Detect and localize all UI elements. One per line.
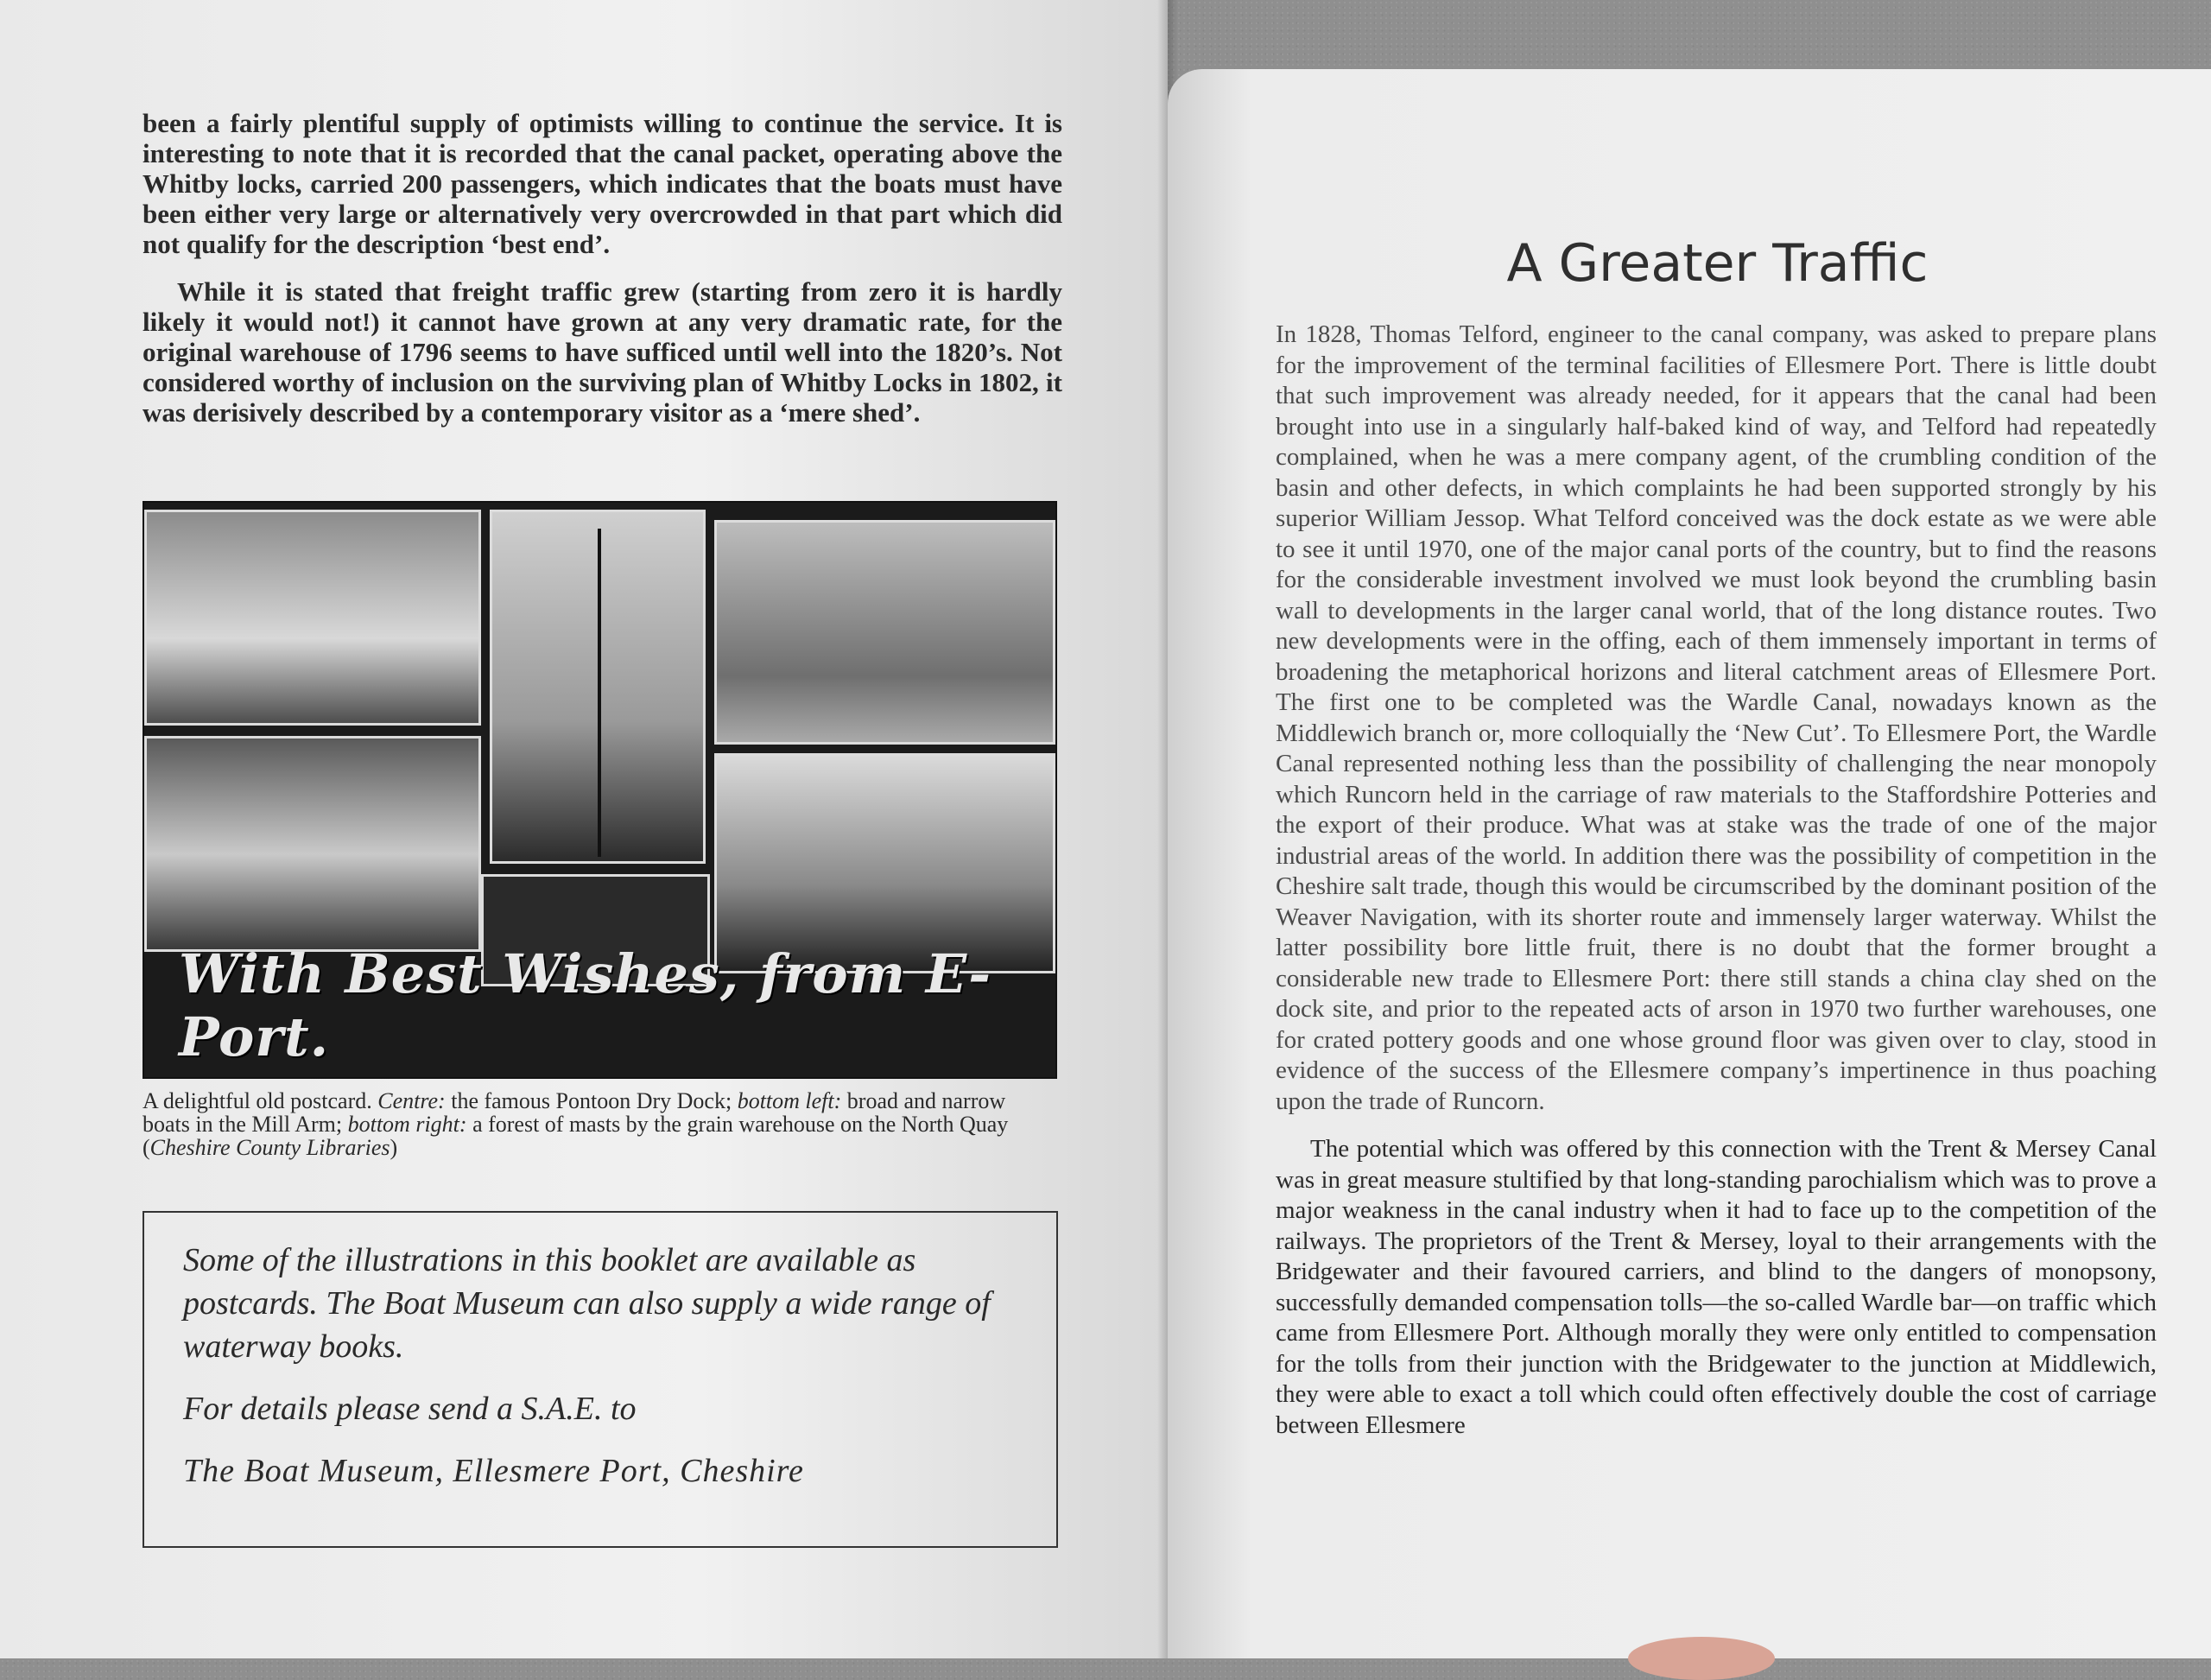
caption-bottom-right-text: a forest of masts by the grain warehouse on the North Quay ( (143, 1112, 1009, 1160)
right-paragraph-1: In 1828, Thomas Telford, engineer to the canal company, was asked to prepare plans for the improvement of the terminal facilities of Ellesmere Port. There is little doubt that such improvement was already needed, for it appears that the canal had been brought into use in a singularly half-baked kind of way, and Telford had repeatedly complained, when he was a mere company agent, of the crumbling condition of the basin and other defects, in which complaints he had been supported strongly by his superior William Jessop. What Telford conceived was the dock estate as we were able to see it until 1970, one of the major canal ports of the country, but to find the reasons for the considerable investment involved we must look beyond the crumbling basin wall to developments in the larger canal world, that of the long distance routes. Two new developments were in the offing, each of them immensely important in terms of broadening the metaphorical horizons and literal catchment areas of Ellesmere Port. The first one to be completed was the Wardle Canal, nowadays known as the Middlewich branch or, more colloquially the ‘New Cut’. To Ellesmere Port, the Wardle Canal represented nothing less than the possibility of challenging the near monopoly which Runcorn held in the carriage of raw materials to the Staffordshire Potteries and the export of their produce. What was at stake was the trade of one of the major industrial areas of the world. In addition there was the possibility of competition in the Cheshire salt trade, though this would be circumscribed by the dominant position of the Weaver Navigation, with its shorter route and immensely larger waterway. Whilst the latter possibility bore little fruit, there is no doubt that the former brought a considerable new trade to Ellesmere Port: there still stands a china clay shed on the dock site, and prior to the repeated acts of arson in 1970 two further warehouses, one for crated pottery goods and one whose ground floor was given over to clay, stood in evidence of the success of the Ellesmere company’s impertinence in thus poaching upon the trade of Runcorn. (1276, 320, 2157, 1115)
caption-intro: A delightful old postcard. (143, 1088, 378, 1113)
postcard-panel-bottom-right (714, 753, 1055, 973)
postcard-photo (143, 501, 1057, 1079)
ship-mast (598, 529, 601, 857)
finger-tip (1628, 1637, 1775, 1680)
postcard-panel-top-left (144, 510, 481, 726)
caption-close: ) (390, 1135, 398, 1160)
left-paragraph-1: been a fairly plentiful supply of optimists willing to continue the service. It is interesting to note that it is recorded that the canal packet, operating above the Whitby locks, carried 200 passengers, which indicates that the boats must have been either very large or alternatively very overcrowded in that part which did not qualify for the description ‘best end’. (143, 108, 1062, 259)
right-paragraph-2: The potential which was offered by this connection with the Trent & Mersey Canal was in great measure stultified by that long-standing parochialism which was to prove a major weakness in the canal industry when it had to face up to the competition of the railways. The proprietors of the Trent & Mersey, loyal to their arrangements with the Bridgewater and their favoured carriers, and blind to the dangers of monopsony, successfully demanded compensation tolls—the so-called Wardle bar—on traffic which came from Ellesmere Port. Although morally they were only entitled to compensation for the tolls from their junction with the Bridgewater to the junction at Middlewich, they were able to exact a toll which could often effectively double the cost of carriage between Ellesmere (1276, 1135, 2157, 1439)
left-paragraph-2: While it is stated that freight traffic grew (starting from zero it is hardly likely it would not!) it cannot have grown at any very dramatic rate, for the original warehouse of 1796 seems to have sufficed until well into the 1820’s. Not considered worthy of inclusion on the surviving plan of Whitby Locks in 1802, it was derisively described by a contemporary visitor as a ‘mere shed’. (143, 276, 1062, 428)
caption-credit: Cheshire County Libraries (149, 1135, 390, 1160)
right-page (1168, 69, 2211, 1658)
caption-centre-label: Centre: (377, 1088, 446, 1113)
postcard-panel-top-right (714, 520, 1055, 745)
notice-line-2: For details please send a S.A.E. to (183, 1391, 637, 1427)
notice-line-1: Some of the illustrations in this booklet are available as postcards. The Boat Museum can also supply a wide range of waterway books. (183, 1242, 991, 1365)
caption-bottom-left-text: broad and narrow boats in the Mill Arm; (143, 1088, 1006, 1137)
postcard-panel-bottom-left (144, 736, 481, 952)
notice-address: The Boat Museum, Ellesmere Port, Cheshire (183, 1453, 804, 1489)
photo-caption (143, 1089, 1058, 1159)
caption-bottom-right-label: bottom right: (347, 1112, 467, 1137)
page-title: A Greater Traffic (1506, 233, 1929, 294)
postcard-greeting: With Best Wishes, from E-Port. (179, 942, 991, 1068)
notice-box (143, 1211, 1058, 1548)
caption-bottom-left-label: bottom left: (737, 1088, 842, 1113)
caption-centre-text: the famous Pontoon Dry Dock; (445, 1088, 738, 1113)
